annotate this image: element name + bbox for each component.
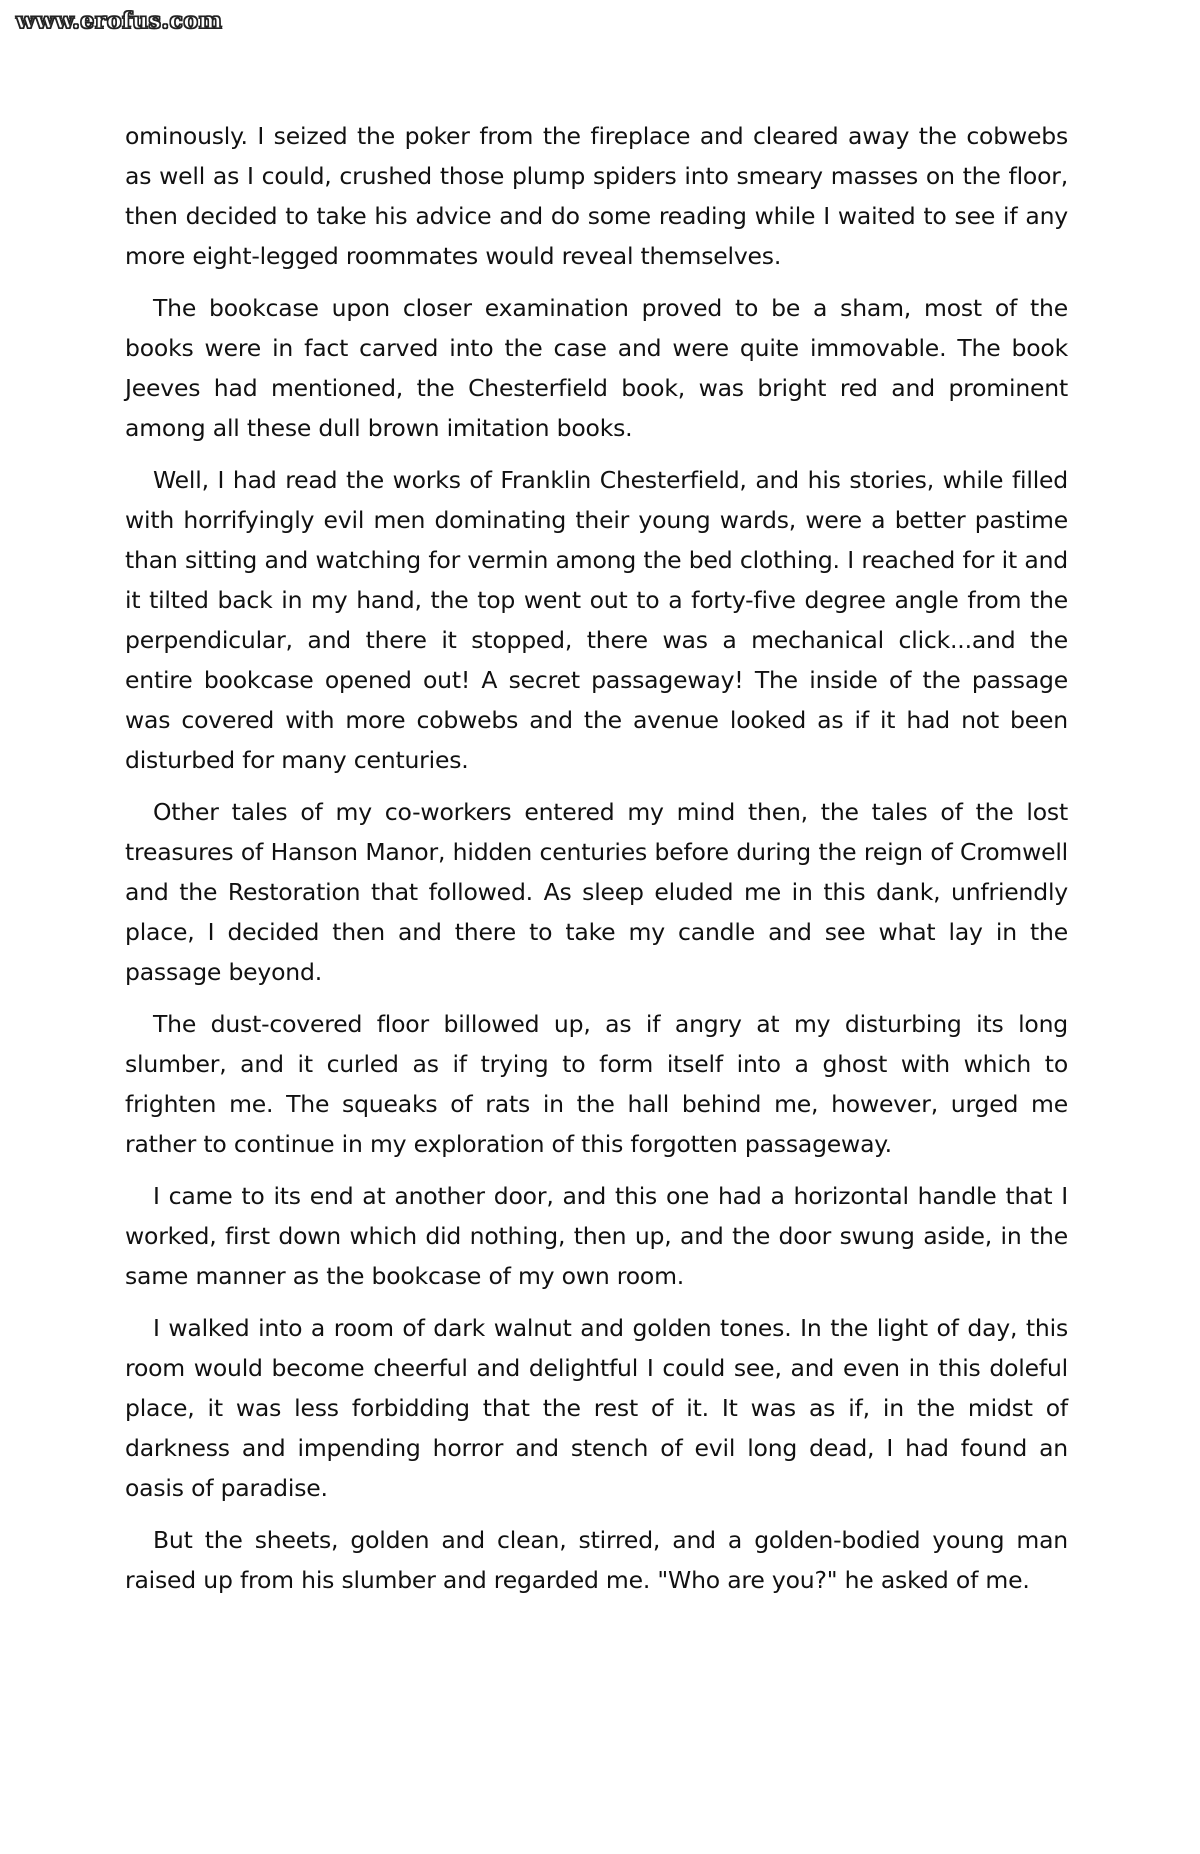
page-body: [125, 116, 1068, 1612]
paragraph-3: Well, I had read the works of Franklin Chesterfield, and his stories, while filled with horrifyingly evil men dominating their young wards, were a better pastime than sitting and watching for vermin among the bed clothing. I reached for it and it tilted back in my hand, the top went out to a forty-five degree angle from the perpendicular, and there it stopped, there was a mechanical click...and the entire bookcase opened out! A secret passageway! The inside of the passage was covered with more cobwebs and the avenue looked as if it had not been disturbed for many centuries.: [125, 466, 1068, 774]
paragraph-8: But the sheets, golden and clean, stirred, and a golden-bodied young man raised up from his slumber and regarded me. "Who are you?" he asked of me.: [125, 1526, 1068, 1594]
paragraph-4: Other tales of my co-workers entered my mind then, the tales of the lost treasures of Hanson Manor, hidden centuries before during the reign of Cromwell and the Restoration that followed. As sleep eluded me in this dank, unfriendly place, I decided then and there to take my candle and see what lay in the passage beyond.: [125, 798, 1068, 986]
site-watermark: www.erofus.com: [16, 8, 223, 34]
paragraph-2: The bookcase upon closer examination proved to be a sham, most of the books were in fact carved into the case and were quite immovable. The book Jeeves had mentioned, the Chesterfield book, was bright red and prominent among all these dull brown imitation books.: [125, 294, 1068, 442]
paragraph-6: I came to its end at another door, and this one had a horizontal handle that I worked, first down which did nothing, then up, and the door swung aside, in the same manner as the bookcase of my own room.: [125, 1182, 1068, 1290]
paragraph-5: The dust-covered floor billowed up, as if angry at my disturbing its long slumber, and it curled as if trying to form itself into a ghost with which to frighten me. The squeaks of rats in the hall behind me, however, urged me rather to continue in my exploration of this forgotten passageway.: [125, 1010, 1068, 1158]
paragraph-1: ominously. I seized the poker from the fireplace and cleared away the cobwebs as well as I could, crushed those plump spiders into smeary masses on the floor, then decided to take his advice and do some reading while I waited to see if any more eight-legged roommates would reveal themselves.: [125, 122, 1068, 270]
paragraph-7: I walked into a room of dark walnut and golden tones. In the light of day, this room would become cheerful and delightful I could see, and even in this doleful place, it was less forbidding that the rest of it. It was as if, in the midst of darkness and impending horror and stench of evil long dead, I had found an oasis of paradise.: [125, 1314, 1068, 1502]
